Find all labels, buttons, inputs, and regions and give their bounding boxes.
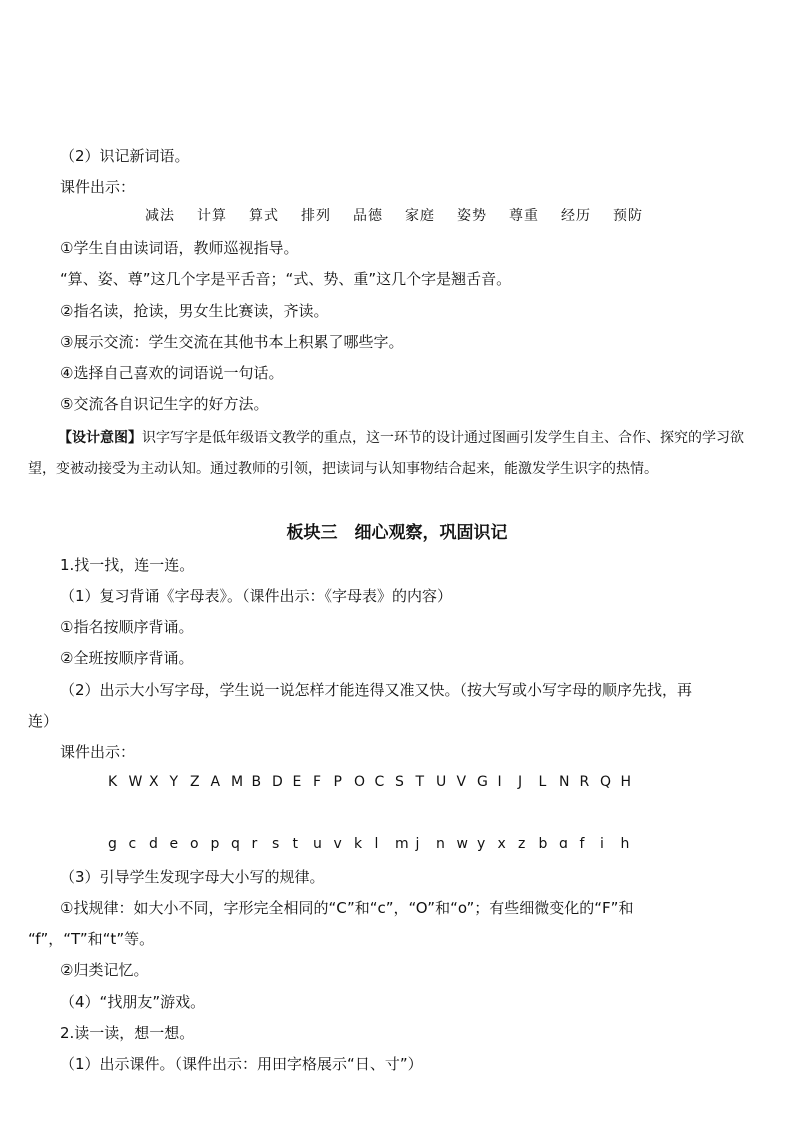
step-item: ⑤交流各自识记生字的好方法。 [60,395,269,413]
vocab-word: 经历 [561,208,591,224]
lowercase-letter-row [108,836,641,852]
design-intent-paragraph [28,423,760,485]
uppercase-letter: Q [600,774,612,790]
courseware-label: 课件出示： [60,178,136,196]
lowercase-letter: w [456,836,468,852]
lowercase-letter: i [600,836,604,852]
step-item: ②指名读，抢读，男女生比赛读，齐读。 [60,302,329,320]
uppercase-letter: F [313,774,322,790]
vocab-word: 姿势 [457,208,487,224]
lowercase-letter: m [395,836,409,852]
uppercase-letter: L [538,774,547,790]
uppercase-letter: M [231,774,244,790]
lowercase-letter: n [436,836,445,852]
step-heading: （4）“找朋友”游戏。 [60,993,206,1011]
vocab-word: 尊重 [509,208,539,224]
uppercase-letter: C [374,774,385,790]
activity-heading: 2.读一读，想一想。 [60,1024,195,1042]
uppercase-letter: N [559,774,570,790]
step-item: ③展示交流：学生交流在其他书本上积累了哪些字。 [60,333,404,351]
uppercase-letter: T [415,774,425,790]
uppercase-letter: Y [169,774,179,790]
uppercase-letter: G [477,774,488,790]
vocab-word: 品德 [353,208,383,224]
lowercase-letter: r [251,836,258,852]
vocab-word: 排列 [301,208,331,224]
uppercase-letter: W [128,774,143,790]
lowercase-letter: k [354,836,363,852]
uppercase-letter: E [292,774,302,790]
step-heading: （2）出示大小写字母，学生说一说怎样才能连得又准又快。（按大写或小写字母的顺序先找，再 [60,681,693,699]
lowercase-letter: y [477,836,486,852]
courseware-label: 课件出示： [60,743,136,761]
uppercase-letter: V [456,774,467,790]
step-note: “算、姿、尊”这几个字是平舌音；“式、势、重”这几个字是翘舌音。 [60,270,512,288]
lowercase-letter: h [620,836,630,852]
step-heading-continuation: 连） [28,712,59,730]
lowercase-letter: f [579,836,585,852]
lowercase-letter: c [128,836,137,852]
step-item: ②归类记忆。 [60,961,149,979]
lowercase-letter: x [497,836,506,852]
uppercase-letter: O [354,774,366,790]
lowercase-letter: q [231,836,240,852]
lowercase-letter: o [190,836,199,852]
uppercase-letter: H [620,774,632,790]
lowercase-letter: p [210,836,220,852]
lowercase-letter: b [538,836,548,852]
uppercase-letter: U [436,774,447,790]
lowercase-letter: s [272,836,280,852]
lowercase-letter: v [333,836,342,852]
uppercase-letter: P [333,774,342,790]
section-heading: 板块三 细心观察，巩固识记 [286,523,508,543]
activity-heading: 1.找一找，连一连。 [60,556,195,574]
vocab-word: 算式 [249,208,279,224]
step-item: ①指名按顺序背诵。 [60,618,194,636]
lowercase-letter: z [518,836,526,852]
step-item: ②全班按顺序背诵。 [60,649,194,667]
lowercase-letter: d [149,836,158,852]
step-heading: （3）引导学生发现字母大小写的规律。 [60,868,325,886]
uppercase-letter: I [497,774,502,790]
vocab-word: 预防 [613,208,643,224]
lowercase-letter: g [108,836,117,852]
uppercase-letter: J [518,774,523,790]
step-item: ①学生自由读词语，教师巡视指导。 [60,239,299,257]
vocab-word: 减法 [145,208,175,224]
design-intent-text: 识字写字是低年级语文教学的重点，这一环节的设计通过图画引发学生自主、合作、探究的学习欲望，变被动接受为主动认知。通过教师的引领，把读词与认知事物结合起来，能激发学生识字的热情。 [28,430,744,477]
design-intent-tag: 【设计意图】 [58,430,142,446]
lowercase-letter: l [374,836,379,852]
step-item-continuation: “f”，“T”和“t”等。 [28,930,155,948]
lowercase-letter: ɑ [559,836,568,852]
vocab-word: 家庭 [405,208,435,224]
uppercase-letter: A [210,774,221,790]
uppercase-letter: D [272,774,283,790]
vocab-word: 计算 [197,208,227,224]
step-2-heading: （2）识记新词语。 [60,147,190,165]
uppercase-letter-row [108,774,641,790]
uppercase-letter: X [149,774,159,790]
step-heading: （1）复习背诵《字母表》。（课件出示：《字母表》的内容） [60,587,453,605]
lowercase-letter: j [415,836,420,852]
uppercase-letter: K [108,774,118,790]
lowercase-letter: u [313,836,322,852]
lowercase-letter: e [169,836,179,852]
uppercase-letter: S [395,774,404,790]
step-heading: （1）出示课件。（课件出示：用田字格展示“日、寸”） [60,1055,423,1073]
lowercase-letter: t [292,836,298,852]
uppercase-letter: Z [190,774,200,790]
vocab-list [145,205,665,225]
step-item: ④选择自己喜欢的词语说一句话。 [60,364,284,382]
uppercase-letter: B [251,774,262,790]
step-item: ①找规律：如大小不同，字形完全相同的“C”和“c”，“O”和“o”；有些细微变化的“F”和 [60,899,634,917]
uppercase-letter: R [579,774,590,790]
